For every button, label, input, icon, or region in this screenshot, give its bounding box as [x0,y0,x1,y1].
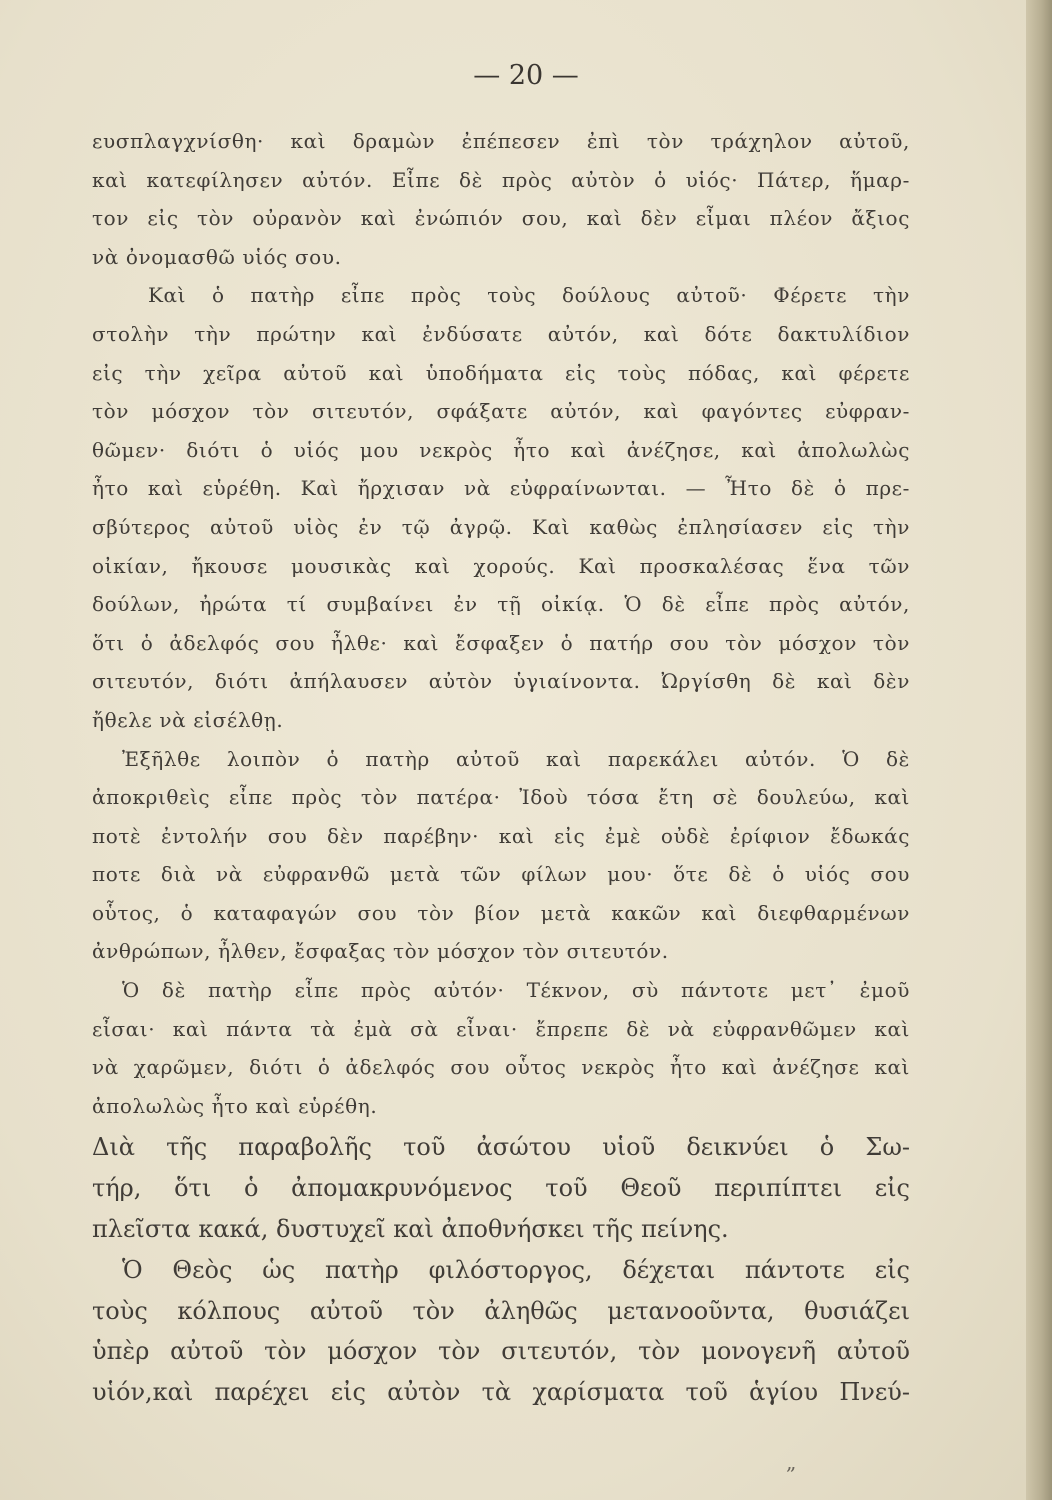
text-line: υἱόν,καὶ παρέχει εἰς αὐτὸν τὰ χαρίσματα τοῦ ἁγίου Πνεύ- [92,1378,910,1407]
text-line: τὸν μόσχον τὸν σιτευτόν, σφάξατε αὐτόν, καὶ φαγόντες εὐφραν- [92,399,910,424]
text-line: στολὴν τὴν πρώτην καὶ ἐνδύσατε αὐτόν, καὶ δότε δακτυλίδιον [92,321,910,346]
text-line: ἤθελε νὰ εἰσέλθῃ. [92,707,284,732]
body-text [92,122,910,1413]
page-number: — 20 — [473,60,579,91]
text-line: νὰ ὀνομασθῶ υἱός σου. [92,244,342,269]
text-line: δούλων, ἠρώτα τί συμβαίνει ἐν τῇ οἰκίᾳ. Ὁ δὲ εἶπε πρὸς αὐτόν, [92,592,910,617]
text-line: ποτὲ ἐντολήν σου δὲν παρέβην· καὶ εἰς ἐμὲ οὐδὲ ἐρίφιον ἔδωκάς [92,823,910,848]
text-line: θῶμεν· διότι ὁ υἱός μου νεκρὸς ἦτο καὶ ἀνέζησε, καὶ ἀπολωλὼς [92,437,910,462]
paragraph [92,1250,910,1413]
text-line: ποτε διὰ νὰ εὐφρανθῶ μετὰ τῶν φίλων μου· ὅτε δὲ ὁ υἱός σου [92,862,910,887]
text-line: ἀνθρώπων, ἦλθεν, ἔσφαξας τὸν μόσχον τὸν σιτευτόν. [92,939,669,964]
text-line: εἰς τὴν χεῖρα αὐτοῦ καὶ ὑποδήματα εἰς τοὺς πόδας, καὶ φέρετε [92,360,910,385]
text-line: ἦτο καὶ εὑρέθη. Καὶ ἤρχισαν νὰ εὐφραίνωνται. — Ἦτο δὲ ὁ πρε- [92,476,910,501]
text-line: σβύτερος αὐτοῦ υἱὸς ἐν τῷ ἀγρῷ. Καὶ καθὼς ἐπλησίασεν εἰς τὴν [92,514,910,539]
paragraph [92,122,910,276]
text-line: τοὺς κόλπους αὐτοῦ τὸν ἀληθῶς μετανοοῦντα, θυσιάζει [92,1296,910,1325]
text-line: Ὁ δὲ πατὴρ εἶπε πρὸς αὐτόν· Τέκνον, σὺ πάντοτε μετ᾽ ἐμοῦ [122,978,910,1003]
paragraph [92,1127,910,1249]
paragraph [92,740,910,972]
small-print-section [92,122,910,1125]
footer-mark: „ [786,1450,797,1474]
text-line: Διὰ τῆς παραβολῆς τοῦ ἀσώτου υἱοῦ δεικνύει ὁ Σω- [92,1133,910,1162]
text-line: νὰ χαρῶμεν, διότι ὁ ἀδελφός σου οὗτος νεκρὸς ἦτο καὶ ἀνέζησε καὶ [92,1055,910,1080]
text-line: ευσπλαγχνίσθη· καὶ δραμὼν ἐπέπεσεν ἐπὶ τὸν τράχηλον αὐτοῦ, [92,129,910,153]
text-line: τον εἰς τὸν οὐρανὸν καὶ ἐνώπιόν σου, καὶ δὲν εἶμαι πλέον ἄξιος [92,206,910,231]
text-line: πλεῖστα κακά, δυστυχεῖ καὶ ἀποθνήσκει τῆς πείνης. [92,1215,729,1244]
text-line: ἀπολωλὼς ἦτο καὶ εὑρέθη. [92,1093,378,1118]
text-line: οἰκίαν, ἤκουσε μουσικὰς καὶ χορούς. Καὶ προσκαλέσας ἕνα τῶν [92,553,910,578]
large-print-section [92,1127,910,1413]
text-line: Ἐξῆλθε λοιπὸν ὁ πατὴρ αὐτοῦ καὶ παρεκάλει αὐτόν. Ὁ δὲ [122,746,910,771]
page-binding-edge [1026,0,1052,1500]
paragraph [92,276,910,739]
text-line: Καὶ ὁ πατὴρ εἶπε πρὸς τοὺς δούλους αὐτοῦ· Φέρετε τὴν [148,283,910,308]
text-line: ὅτι ὁ ἀδελφός σου ἦλθε· καὶ ἔσφαξεν ὁ πατήρ σου τὸν μόσχον τὸν [92,630,910,655]
text-line: εἶσαι· καὶ πάντα τὰ ἐμὰ σὰ εἶναι· ἔπρεπε δὲ νὰ εὐφρανθῶμεν καὶ [92,1016,910,1041]
text-line: οὗτος, ὁ καταφαγών σου τὸν βίον μετὰ κακῶν καὶ διεφθαρμένων [92,900,910,925]
text-line: Ὁ Θεὸς ὡς πατὴρ φιλόστοργος, δέχεται πάντοτε εἰς [122,1255,910,1284]
text-line: καὶ κατεφίλησεν αὐτόν. Εἶπε δὲ πρὸς αὐτὸν ὁ υἱός· Πάτερ, ἥμαρ- [92,167,910,192]
text-line: ὑπὲρ αὐτοῦ τὸν μόσχον τὸν σιτευτόν, τὸν μονογενῆ αὐτοῦ [92,1337,910,1366]
text-line: σιτευτόν, διότι ἀπήλαυσεν αὐτὸν ὑγιαίνοντα. Ὠργίσθη δὲ καὶ δὲν [92,669,910,694]
text-line: τήρ, ὅτι ὁ ἀπομακρυνόμενος τοῦ Θεοῦ περιπίπτει εἰς [92,1174,910,1203]
paragraph [92,971,910,1125]
text-line: ἀποκριθεὶς εἶπε πρὸς τὸν πατέρα· Ἰδοὺ τόσα ἔτη σὲ δουλεύω, καὶ [92,785,910,810]
